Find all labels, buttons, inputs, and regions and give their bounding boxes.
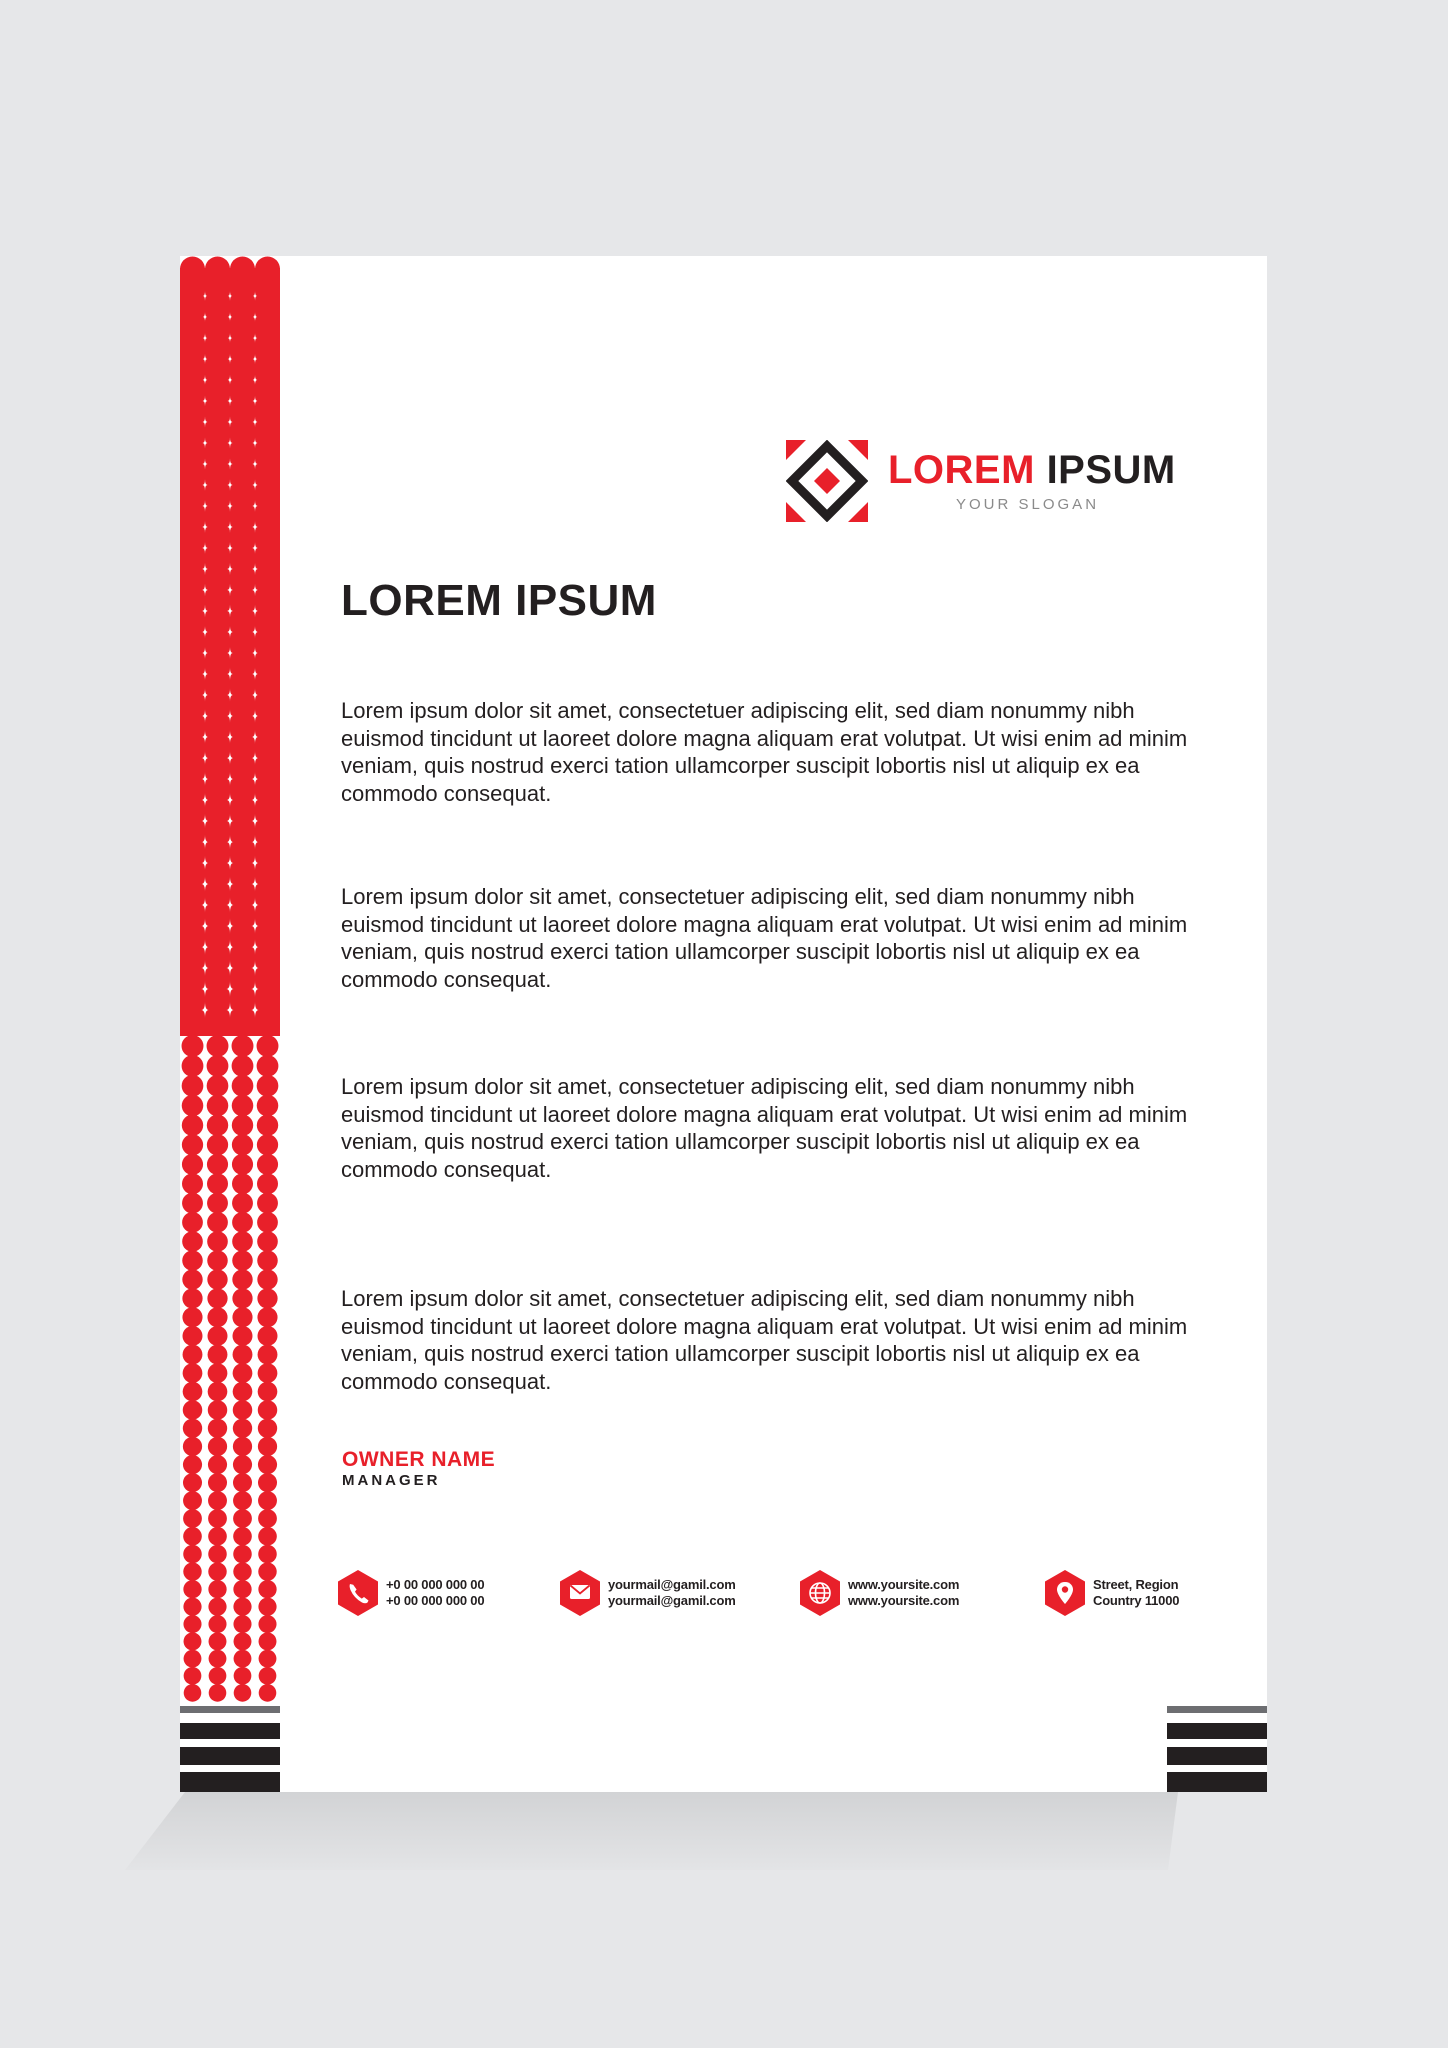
contact-lines	[848, 1577, 959, 1609]
body-paragraph: Lorem ipsum dolor sit amet, consectetuer adipiscing elit, sed diam nonummy nibh euismod tincidunt ut laoreet dolore magna aliquam erat volutpat. Ut wisi enim ad minim veniam, quis nostrud exerci tation ullamcorper suscipit lobortis nisl ut aliquip ex ea commodo consequat.	[341, 884, 1188, 992]
stripe-black	[180, 1723, 280, 1739]
letterhead-page	[180, 256, 1267, 1792]
body-paragraph: Lorem ipsum dolor sit amet, consectetuer adipiscing elit, sed diam nonummy nibh euismod tincidunt ut laoreet dolore magna aliquam erat volutpat. Ut wisi enim ad minim veniam, quis nostrud exerci tation ullamcorper suscipit lobortis nisl ut aliquip ex ea commodo consequat.	[341, 698, 1188, 806]
mail-icon	[560, 1570, 600, 1616]
website-url: www.yoursite.com	[848, 1577, 960, 1592]
stripe-gray	[1167, 1706, 1267, 1713]
stripe-black	[180, 1772, 280, 1792]
location-pin-icon	[1045, 1570, 1085, 1616]
footer-stripes-left	[180, 1706, 280, 1792]
contact-lines	[608, 1577, 736, 1609]
brand-name-part2: IPSUM	[1046, 448, 1176, 492]
contact-lines	[386, 1577, 484, 1609]
address-line: Street, Region	[1093, 1577, 1179, 1592]
email-address: yourmail@gamil.com	[608, 1577, 736, 1592]
body-paragraph: Lorem ipsum dolor sit amet, consectetuer adipiscing elit, sed diam nonummy nibh euismod tincidunt ut laoreet dolore magna aliquam erat volutpat. Ut wisi enim ad minim veniam, quis nostrud exerci tation ullamcorper suscipit lobortis nisl ut aliquip ex ea commodo consequat.	[341, 1286, 1188, 1394]
email-address: yourmail@gamil.com	[608, 1593, 736, 1608]
brand-slogan: YOUR SLOGAN	[956, 496, 1100, 513]
letter-title: LOREM IPSUM	[341, 576, 657, 625]
address-line: Country 11000	[1093, 1593, 1180, 1608]
body-paragraph: Lorem ipsum dolor sit amet, consectetuer adipiscing elit, sed diam nonummy nibh euismod tincidunt ut laoreet dolore magna aliquam erat volutpat. Ut wisi enim ad minim veniam, quis nostrud exerci tation ullamcorper suscipit lobortis nisl ut aliquip ex ea commodo consequat.	[341, 1074, 1188, 1182]
footer-stripes-right	[1167, 1706, 1267, 1792]
stripe-black	[180, 1747, 280, 1765]
stripe-black	[1167, 1723, 1267, 1739]
diamond-logo-icon	[786, 440, 868, 522]
phone-number: +0 00 000 000 00	[386, 1577, 485, 1592]
website-url: www.yoursite.com	[848, 1593, 960, 1608]
brand-name-part1: LOREM	[888, 448, 1035, 492]
brand-name	[888, 448, 1176, 493]
phone-icon	[338, 1570, 378, 1616]
stripe-black	[1167, 1747, 1267, 1765]
stripe-black	[1167, 1772, 1267, 1792]
contact-lines	[1093, 1577, 1179, 1609]
halftone-dot-strip	[180, 256, 280, 1706]
paper-shadow	[125, 1792, 1178, 1870]
company-logo	[786, 440, 1206, 520]
owner-name: OWNER NAME	[342, 1448, 496, 1471]
phone-number: +0 00 000 000 00	[386, 1593, 485, 1608]
owner-role: MANAGER	[342, 1472, 441, 1489]
stripe-gray	[180, 1706, 280, 1713]
globe-icon	[800, 1570, 840, 1616]
